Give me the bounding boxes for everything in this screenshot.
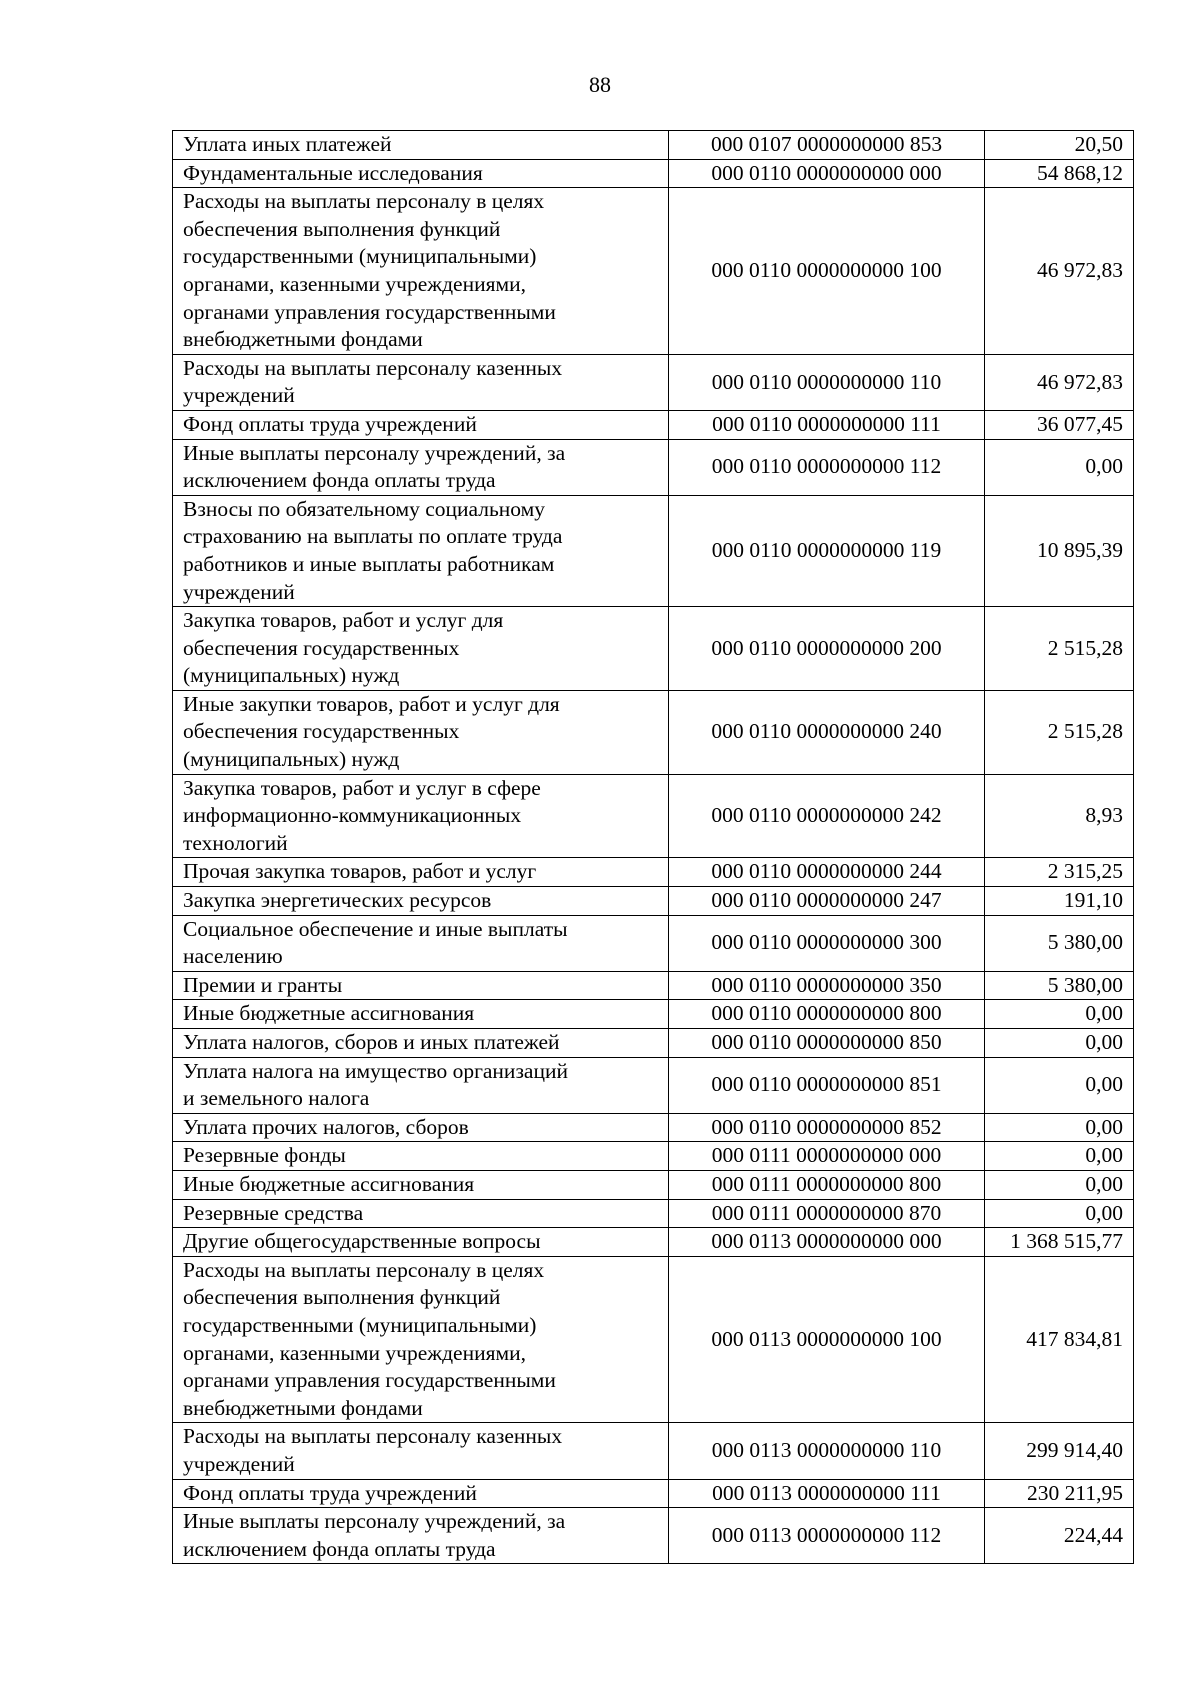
expense-name-cell: Расходы на выплаты персоналу казенных учреждений bbox=[173, 354, 669, 410]
amount-cell: 5 380,00 bbox=[985, 971, 1134, 1000]
expense-name-cell: Прочая закупка товаров, работ и услуг bbox=[173, 858, 669, 887]
budget-code-cell: 000 0110 0000000000 111 bbox=[669, 410, 985, 439]
budget-code-cell: 000 0110 0000000000 244 bbox=[669, 858, 985, 887]
expense-name-cell: Социальное обеспечение и иные выплаты населению bbox=[173, 915, 669, 971]
expense-name-cell: Уплата налогов, сборов и иных платежей bbox=[173, 1029, 669, 1058]
budget-code-cell: 000 0113 0000000000 112 bbox=[669, 1508, 985, 1564]
table-row bbox=[173, 1113, 1134, 1142]
budget-code-cell: 000 0110 0000000000 247 bbox=[669, 887, 985, 916]
table-row bbox=[173, 1170, 1134, 1199]
table-row bbox=[173, 690, 1134, 774]
expense-name-cell: Иные выплаты персоналу учреждений, за исключением фонда оплаты труда bbox=[173, 439, 669, 495]
budget-code-cell: 000 0113 0000000000 100 bbox=[669, 1256, 985, 1423]
amount-cell: 417 834,81 bbox=[985, 1256, 1134, 1423]
table-row bbox=[173, 495, 1134, 606]
expense-name-cell: Фонд оплаты труда учреждений bbox=[173, 1479, 669, 1508]
amount-cell: 230 211,95 bbox=[985, 1479, 1134, 1508]
expense-name-cell: Резервные средства bbox=[173, 1199, 669, 1228]
table-row bbox=[173, 1029, 1134, 1058]
amount-cell: 2 515,28 bbox=[985, 607, 1134, 691]
amount-cell: 0,00 bbox=[985, 1029, 1134, 1058]
table-row bbox=[173, 1508, 1134, 1564]
expense-name-cell: Фундаментальные исследования bbox=[173, 159, 669, 188]
table-row bbox=[173, 131, 1134, 160]
budget-code-cell: 000 0110 0000000000 852 bbox=[669, 1113, 985, 1142]
budget-code-cell: 000 0107 0000000000 853 bbox=[669, 131, 985, 160]
expense-name-cell: Уплата налога на имущество организаций и земельного налога bbox=[173, 1057, 669, 1113]
budget-code-cell: 000 0110 0000000000 300 bbox=[669, 915, 985, 971]
amount-cell: 36 077,45 bbox=[985, 410, 1134, 439]
amount-cell: 5 380,00 bbox=[985, 915, 1134, 971]
budget-code-cell: 000 0111 0000000000 800 bbox=[669, 1170, 985, 1199]
table-body bbox=[173, 131, 1134, 1564]
table-row bbox=[173, 1057, 1134, 1113]
table-row bbox=[173, 1479, 1134, 1508]
table-row bbox=[173, 858, 1134, 887]
amount-cell: 0,00 bbox=[985, 1170, 1134, 1199]
page-number: 88 bbox=[589, 72, 611, 97]
expense-name-cell: Иные бюджетные ассигнования bbox=[173, 1170, 669, 1199]
table-row bbox=[173, 774, 1134, 858]
budget-code-cell: 000 0110 0000000000 000 bbox=[669, 159, 985, 188]
table-row bbox=[173, 1423, 1134, 1479]
amount-cell: 299 914,40 bbox=[985, 1423, 1134, 1479]
expense-name-cell: Расходы на выплаты персоналу в целях обеспечения выполнения функций государственными (муниципальными) органами, казенными учреждениями, органами управления государственными внебюджетными фондами bbox=[173, 1256, 669, 1423]
budget-code-cell: 000 0110 0000000000 242 bbox=[669, 774, 985, 858]
amount-cell: 0,00 bbox=[985, 439, 1134, 495]
budget-code-cell: 000 0111 0000000000 870 bbox=[669, 1199, 985, 1228]
budget-code-cell: 000 0113 0000000000 111 bbox=[669, 1479, 985, 1508]
table-row bbox=[173, 887, 1134, 916]
amount-cell: 46 972,83 bbox=[985, 354, 1134, 410]
budget-code-cell: 000 0110 0000000000 850 bbox=[669, 1029, 985, 1058]
budget-code-cell: 000 0111 0000000000 000 bbox=[669, 1142, 985, 1171]
table-row bbox=[173, 915, 1134, 971]
expense-name-cell: Уплата иных платежей bbox=[173, 131, 669, 160]
expense-name-cell: Премии и гранты bbox=[173, 971, 669, 1000]
budget-expenditure-table bbox=[172, 130, 1134, 1564]
expense-name-cell: Фонд оплаты труда учреждений bbox=[173, 410, 669, 439]
amount-cell: 0,00 bbox=[985, 1199, 1134, 1228]
budget-code-cell: 000 0110 0000000000 100 bbox=[669, 188, 985, 355]
amount-cell: 8,93 bbox=[985, 774, 1134, 858]
table-row bbox=[173, 1142, 1134, 1171]
amount-cell: 54 868,12 bbox=[985, 159, 1134, 188]
budget-code-cell: 000 0113 0000000000 000 bbox=[669, 1228, 985, 1257]
amount-cell: 0,00 bbox=[985, 1057, 1134, 1113]
table-row bbox=[173, 354, 1134, 410]
table-row bbox=[173, 607, 1134, 691]
table-row bbox=[173, 410, 1134, 439]
amount-cell: 2 515,28 bbox=[985, 690, 1134, 774]
expense-name-cell: Расходы на выплаты персоналу в целях обеспечения выполнения функций государственными (муниципальными) органами, казенными учреждениями, органами управления государственными внебюджетными фондами bbox=[173, 188, 669, 355]
expense-name-cell: Расходы на выплаты персоналу казенных учреждений bbox=[173, 1423, 669, 1479]
amount-cell: 20,50 bbox=[985, 131, 1134, 160]
table-row bbox=[173, 188, 1134, 355]
expense-name-cell: Резервные фонды bbox=[173, 1142, 669, 1171]
table-row bbox=[173, 1228, 1134, 1257]
budget-code-cell: 000 0110 0000000000 112 bbox=[669, 439, 985, 495]
expense-name-cell: Иные закупки товаров, работ и услуг для обеспечения государственных (муниципальных) нужд bbox=[173, 690, 669, 774]
amount-cell: 0,00 bbox=[985, 1000, 1134, 1029]
budget-code-cell: 000 0110 0000000000 200 bbox=[669, 607, 985, 691]
expense-name-cell: Взносы по обязательному социальному страхованию на выплаты по оплате труда работников и иные выплаты работникам учреждений bbox=[173, 495, 669, 606]
expense-name-cell: Закупка энергетических ресурсов bbox=[173, 887, 669, 916]
budget-code-cell: 000 0110 0000000000 110 bbox=[669, 354, 985, 410]
budget-code-cell: 000 0110 0000000000 800 bbox=[669, 1000, 985, 1029]
amount-cell: 0,00 bbox=[985, 1142, 1134, 1171]
amount-cell: 224,44 bbox=[985, 1508, 1134, 1564]
budget-code-cell: 000 0110 0000000000 240 bbox=[669, 690, 985, 774]
budget-code-cell: 000 0110 0000000000 851 bbox=[669, 1057, 985, 1113]
expense-name-cell: Иные бюджетные ассигнования bbox=[173, 1000, 669, 1029]
table-row bbox=[173, 971, 1134, 1000]
table-row bbox=[173, 1199, 1134, 1228]
table-row bbox=[173, 1000, 1134, 1029]
budget-code-cell: 000 0110 0000000000 119 bbox=[669, 495, 985, 606]
table-row bbox=[173, 439, 1134, 495]
table-row bbox=[173, 159, 1134, 188]
expense-name-cell: Иные выплаты персоналу учреждений, за исключением фонда оплаты труда bbox=[173, 1508, 669, 1564]
budget-code-cell: 000 0110 0000000000 350 bbox=[669, 971, 985, 1000]
expense-name-cell: Закупка товаров, работ и услуг в сфере информационно-коммуникационных технологий bbox=[173, 774, 669, 858]
budget-code-cell: 000 0113 0000000000 110 bbox=[669, 1423, 985, 1479]
amount-cell: 46 972,83 bbox=[985, 188, 1134, 355]
amount-cell: 2 315,25 bbox=[985, 858, 1134, 887]
expense-name-cell: Другие общегосударственные вопросы bbox=[173, 1228, 669, 1257]
expense-name-cell: Закупка товаров, работ и услуг для обеспечения государственных (муниципальных) нужд bbox=[173, 607, 669, 691]
table-row bbox=[173, 1256, 1134, 1423]
amount-cell: 191,10 bbox=[985, 887, 1134, 916]
amount-cell: 1 368 515,77 bbox=[985, 1228, 1134, 1257]
amount-cell: 0,00 bbox=[985, 1113, 1134, 1142]
amount-cell: 10 895,39 bbox=[985, 495, 1134, 606]
expense-name-cell: Уплата прочих налогов, сборов bbox=[173, 1113, 669, 1142]
